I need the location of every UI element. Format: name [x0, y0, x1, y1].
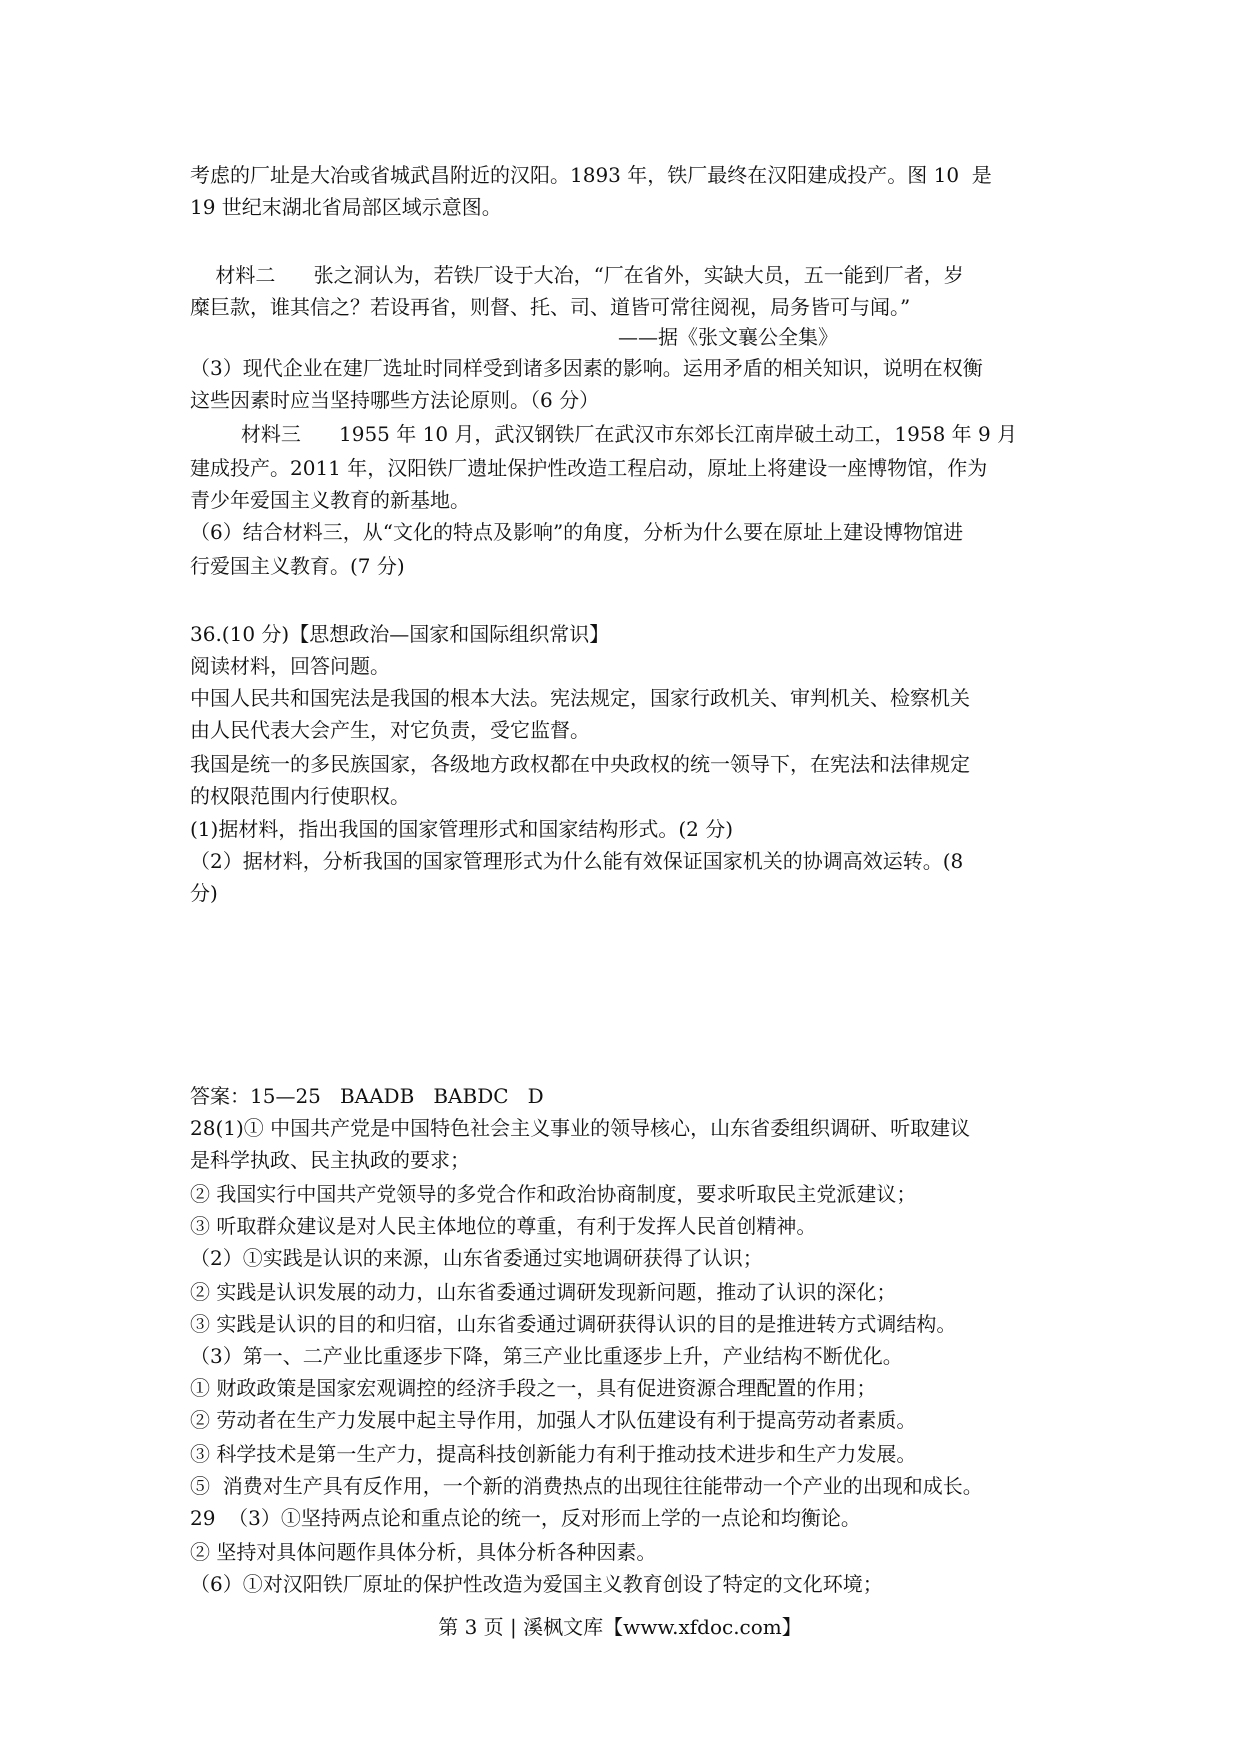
text-line: 19 世纪末湖北省局部区域示意图。: [190, 195, 502, 219]
answer-line: ① 财政政策是国家宏观调控的经济手段之一，具有促进资源合理配置的作用；: [190, 1376, 877, 1400]
question-6-line: 行爱国主义教育。(7 分): [190, 554, 405, 578]
answer-line: ③ 科学技术是第一生产力，提高科技创新能力有利于推动技术进步和生产力发展。: [190, 1442, 917, 1466]
answer-line: ② 劳动者在生产力发展中起主导作用，加强人才队伍建设有利于提高劳动者素质。: [190, 1408, 917, 1432]
question-36-line: 由人民代表大会产生，对它负责，受它监督。: [190, 718, 590, 742]
question-3-line: 这些因素时应当坚持哪些方法论原则。（6 分）: [190, 388, 600, 412]
question-36-line: 阅读材料，回答问题。: [190, 654, 390, 678]
answer-line: ② 实践是认识发展的动力，山东省委通过调研发现新问题，推动了认识的深化；: [190, 1280, 897, 1304]
answer-line: ③ 听取群众建议是对人民主体地位的尊重，有利于发挥人民首创精神。: [190, 1214, 817, 1238]
answers-heading: 答案：15—25 BAADB BABDC D: [190, 1084, 544, 1108]
answer-line: 28(1)① 中国共产党是中国特色社会主义事业的领导核心，山东省委组织调研、听取建议: [190, 1116, 971, 1140]
answer-line: ② 我国实行中国共产党领导的多党合作和政治协商制度，要求听取民主党派建议；: [190, 1182, 917, 1206]
question-3-line: （3）现代企业在建厂选址时同样受到诸多因素的影响。运用矛盾的相关知识，说明在权衡: [190, 356, 983, 380]
material-three-line: 建成投产。2011 年，汉阳铁厂遗址保护性改造工程启动，原址上将建设一座博物馆，作为: [190, 456, 988, 480]
material-three-line: 青少年爱国主义教育的新基地。: [190, 488, 470, 512]
material-two-line: 材料二 张之洞认为，若铁厂设于大冶，“厂在省外，实缺大员，五一能到厂者，岁: [190, 263, 964, 287]
question-36-line: 中国人民共和国宪法是我国的根本大法。宪法规定，国家行政机关、审判机关、检察机关: [190, 686, 970, 710]
answer-line: （6）①对汉阳铁厂原址的保护性改造为爱国主义教育创设了特定的文化环境；: [190, 1572, 883, 1596]
question-36-sub-2: （2）据材料，分析我国的国家管理形式为什么能有效保证国家机关的协调高效运转。(8: [190, 849, 964, 873]
question-6-line: （6）结合材料三，从“文化的特点及影响”的角度，分析为什么要在原址上建设博物馆进: [190, 520, 964, 544]
question-36-heading: 36.(10 分)【思想政治—国家和国际组织常识】: [190, 622, 610, 646]
material-two-source: ——据《张文襄公全集》: [618, 325, 838, 349]
question-36-line: 的权限范围内行使职权。: [190, 784, 410, 808]
answer-line: （2）①实践是认识的来源，山东省委通过实地调研获得了认识；: [190, 1246, 763, 1270]
answer-line: 是科学执政、民主执政的要求；: [190, 1148, 470, 1172]
answer-line: ③ 实践是认识的目的和归宿，山东省委通过调研获得认识的目的是推进转方式调结构。: [190, 1312, 957, 1336]
material-three-line: 材料三 1955 年 10 月，武汉钢铁厂在武汉市东郊长江南岸破土动工，1958 年 9 月: [190, 422, 1018, 446]
question-36-sub-2: 分): [190, 881, 218, 905]
question-36-sub-1: (1)据材料，指出我国的国家管理形式和国家结构形式。(2 分): [190, 817, 734, 841]
text-line: 考虑的厂址是大冶或省城武昌附近的汉阳。1893 年，铁厂最终在汉阳建成投产。图 10 是: [190, 163, 992, 187]
answer-line: （3）第一、二产业比重逐步下降，第三产业比重逐步上升，产业结构不断优化。: [190, 1344, 903, 1368]
answer-line: ⑤ 消费对生产具有反作用，一个新的消费热点的出现往往能带动一个产业的出现和成长。: [190, 1474, 983, 1498]
question-36-line: 我国是统一的多民族国家，各级地方政权都在中央政权的统一领导下，在宪法和法律规定: [190, 752, 970, 776]
answer-line: ② 坚持对具体问题作具体分析，具体分析各种因素。: [190, 1540, 657, 1564]
answer-line: 29 （3）①坚持两点论和重点论的统一，反对形而上学的一点论和均衡论。: [190, 1506, 861, 1530]
material-two-line: 糜巨款，谁其信之？若设再省，则督、托、司、道皆可常往阅视，局务皆可与闻。”: [190, 295, 911, 319]
page-footer: 第 3 页 | 溪枫文库【www.xfdoc.com】: [438, 1615, 802, 1639]
